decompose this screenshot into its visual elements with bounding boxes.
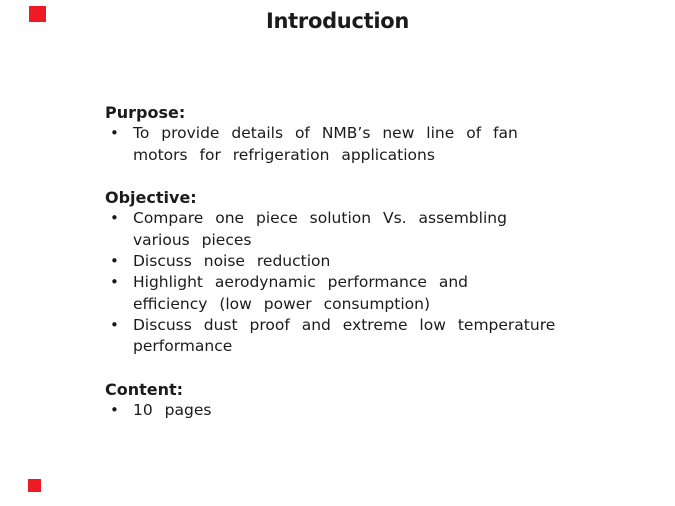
bullet-text: performance: [133, 337, 233, 356]
bullet-item-line: [105, 400, 595, 421]
slide-title: Introduction: [265, 9, 410, 33]
bullet-item-line: [105, 272, 595, 293]
bullet-continuation-line: [105, 336, 595, 357]
bullet-glyph: •: [110, 252, 119, 271]
bullet-text: 10 pages: [133, 401, 212, 420]
bullet-text: various pieces: [133, 230, 252, 249]
bullet-continuation-line: [105, 294, 595, 315]
bullet-text: motors for refrigeration applications: [133, 145, 435, 164]
content-block: [105, 102, 595, 421]
bullet-text: To provide details of NMB’s new line of fan: [133, 124, 518, 143]
bullet-item-line: [105, 251, 595, 272]
red-square-decoration-bottom: [28, 479, 41, 492]
bullet-item-line: [105, 315, 595, 336]
bullet-text: Highlight aerodynamic performance and: [133, 273, 468, 292]
spacer-row: [105, 358, 595, 379]
spacer-row: [105, 166, 595, 187]
bullet-continuation-line: [105, 145, 595, 166]
bullet-text: efficiency (low power consumption): [133, 294, 431, 313]
bullet-item-line: [105, 208, 595, 229]
bullet-text: Discuss noise reduction: [133, 252, 331, 271]
section-heading: Purpose:: [105, 103, 186, 122]
bullet-glyph: •: [110, 124, 119, 143]
bullet-text: Discuss dust proof and extreme low temperature: [133, 315, 556, 334]
bullet-glyph: •: [110, 315, 119, 334]
bullet-item-line: [105, 123, 595, 144]
bullet-glyph: •: [110, 273, 119, 292]
bullet-glyph: •: [110, 401, 119, 420]
bullet-continuation-line: [105, 230, 595, 251]
section-heading: Content:: [105, 379, 184, 399]
bullet-text: Compare one piece solution Vs. assembling: [133, 209, 507, 228]
bullet-glyph: •: [110, 209, 119, 228]
section-heading: Objective:: [105, 188, 197, 208]
